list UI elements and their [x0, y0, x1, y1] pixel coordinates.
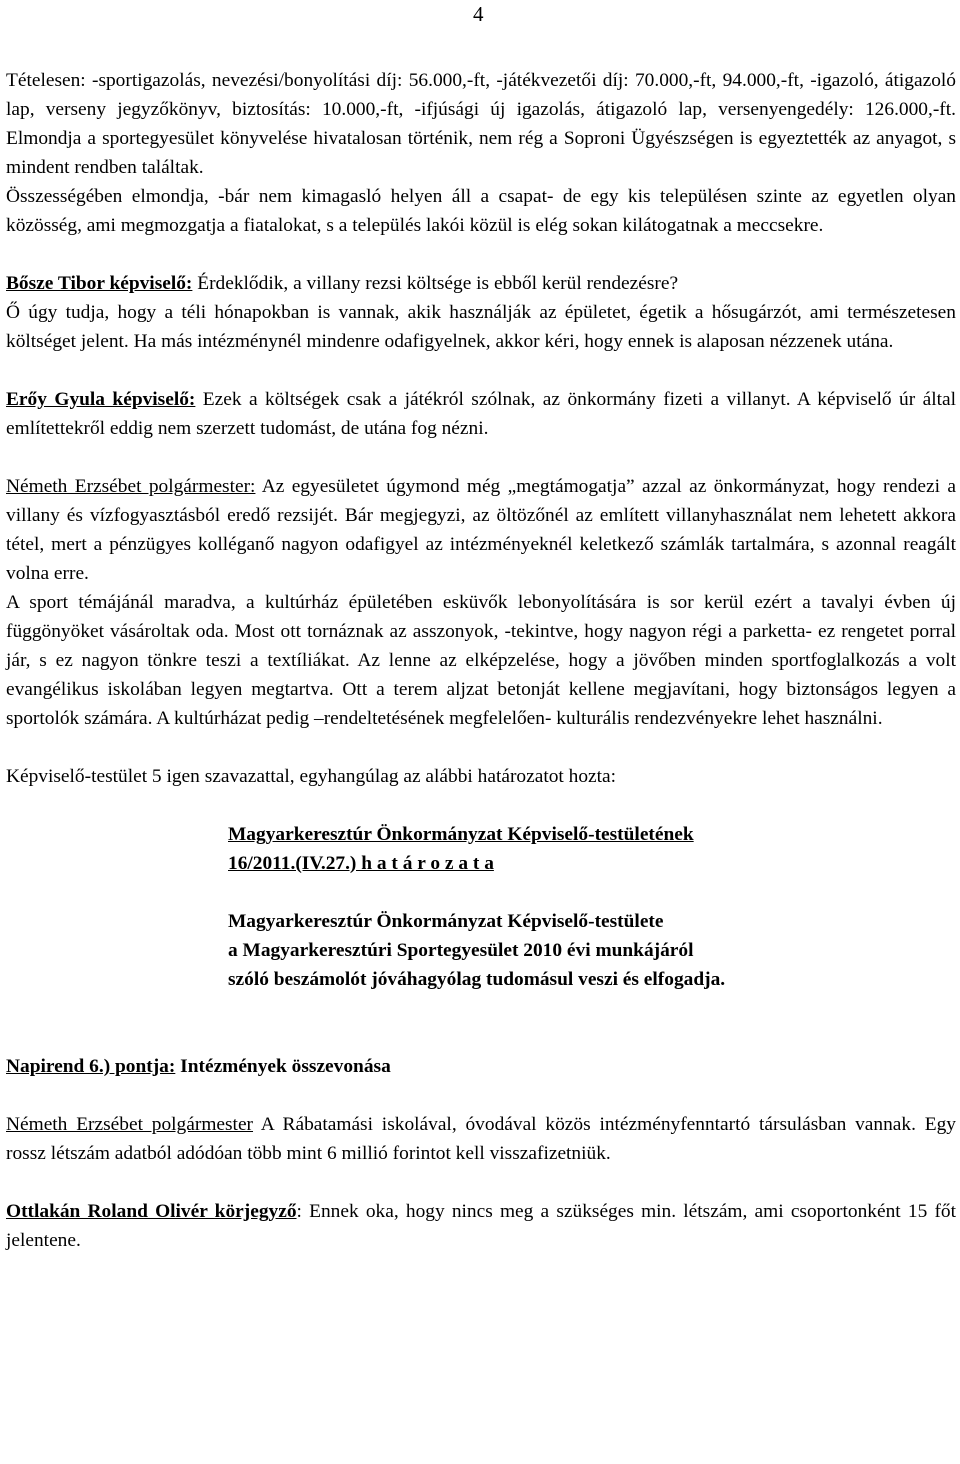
speech-ottlakan — [6, 1197, 956, 1255]
paragraph-costs: Tételesen: -sportigazolás, nevezési/bonyolítási díj: 56.000,-ft, -játékvezetői díj: 70.000,-ft, 94.000,-ft, -igazoló, átigazoló lap, verseny jegyzőkönyv, biztosítás: 10.000,-ft, -ifjúsági új igazolás, átigazoló lap, versenyengedély: 126.000,-ft. Elmondja a sportegyesület könyvelése hivatalosan történik, nem rég a Soproni Ügyészségen is egyeztették az anyagot, s mindent rendben találtak. — [6, 70, 956, 178]
resolution-body-line: szóló beszámolót jóváhagyólag tudomásul veszi és elfogadja. — [228, 969, 726, 990]
speech-nemeth — [6, 472, 956, 588]
speech-reply: Ő úgy tudja, hogy a téli hónapokban is vannak, akik használják az épületet, égetik a hősugárzót, ami természetesen költséget jelent. Ha más intézménynél mindenre odafigyelnek, akkor kéri, hogy ennek is alaposan nézzenek utána. — [6, 302, 956, 352]
speech-bosze — [6, 269, 956, 298]
speech-nemeth-2 — [6, 1110, 956, 1168]
resolution-title: Magyarkeresztúr Önkormányzat Képviselő-testületének — [228, 824, 694, 845]
speech-text: Az egyesületet úgymond még „megtámogatja” azzal az önkormányzat, hogy rendezi a villany és vízfogyasztásból eredő rezsijét. Bár megjegyzi, az öltözőnél az említett villanyhasználat nem lehetett akkora tétel, mert a pénzügyes kolléganő nagyon odafigyel az intézményeknél keletkező számlák tartalmára, s azonnal reagált volna erre. — [6, 476, 956, 584]
resolution-block — [228, 820, 896, 994]
speech-text: A Rábatamási iskolával, óvodával közös intézményfenntartó társulásban vannak. Egy rossz létszám adatból adódóan több mint 6 millió forintot kell visszafizetniük. — [6, 1114, 956, 1164]
page-number: 4 — [473, 2, 484, 26]
agenda-item — [6, 1052, 956, 1081]
speaker-name: Bősze Tibor képviselő: — [6, 273, 193, 294]
speaker-name: Németh Erzsébet polgármester: — [6, 476, 256, 497]
speaker-name: Ottlakán Roland Olivér körjegyző — [6, 1201, 297, 1222]
vote-statement: Képviselő-testület 5 igen szavazattal, egyhangúlag az alábbi határozatot hozta: — [6, 766, 617, 787]
speech-text: Ezek a költségek csak a játékról szólnak, az önkormány fizeti a villanyt. A képviselő úr által említettekről eddig nem szerzett tudomást, de utána fog nézni. — [6, 389, 956, 439]
resolution-body-line: Magyarkeresztúr Önkormányzat Képviselő-testülete — [228, 911, 664, 932]
speaker-name: Erőy Gyula képviselő: — [6, 389, 196, 410]
speech-text: Érdeklődik, a villany rezsi költsége is ebből kerül rendezésre? — [192, 273, 679, 294]
document-body — [6, 66, 956, 1255]
agenda-label: Napirend 6.) pontja: — [6, 1056, 176, 1077]
paragraph-summary: Összességében elmondja, -bár nem kimagasló helyen áll a csapat- de egy kis településen szinte az egyetlen olyan közösség, ami megmozgatja a fiatalokat, s a település lakói közül is elég sokan kilátogatnak a meccsekre. — [6, 186, 956, 236]
speech-nemeth-continued: A sport témájánál maradva, a kultúrház épületében esküvők lebonyolítására is sor kerül ezért a tavalyi évben új függönyöket vásároltak oda. Most ott tornáznak az asszonyok, -tekintve, hogy nagyon régi a parketta- ez rengetet porral jár, s ez nagyon tönkre teszi a textíliákat. Az lenne az elképzelése, hogy a jövőben minden sportfoglalkozás a volt evangélikus iskolában legyen megtartva. Ott a terem aljzat betonját kellene megjavítani, hogy biztonságos legyen a sportolók számára. A kultúrházat pedig –rendeltetésének megfelelően- kulturális rendezvényekre lehet használni. — [6, 592, 956, 729]
speech-text: : Ennek oka, hogy nincs meg a szükséges min. létszám, ami csoportonként 15 főt jelentene. — [6, 1201, 956, 1251]
agenda-title: Intézmények összevonása — [175, 1056, 391, 1077]
resolution-body-line: a Magyarkeresztúri Sportegyesület 2010 évi munkájáról — [228, 940, 694, 961]
speaker-name: Németh Erzsébet polgármester — [6, 1114, 254, 1135]
resolution-number: 16/2011.(IV.27.) h a t á r o z a t a — [228, 853, 494, 874]
speech-eroy — [6, 385, 956, 443]
